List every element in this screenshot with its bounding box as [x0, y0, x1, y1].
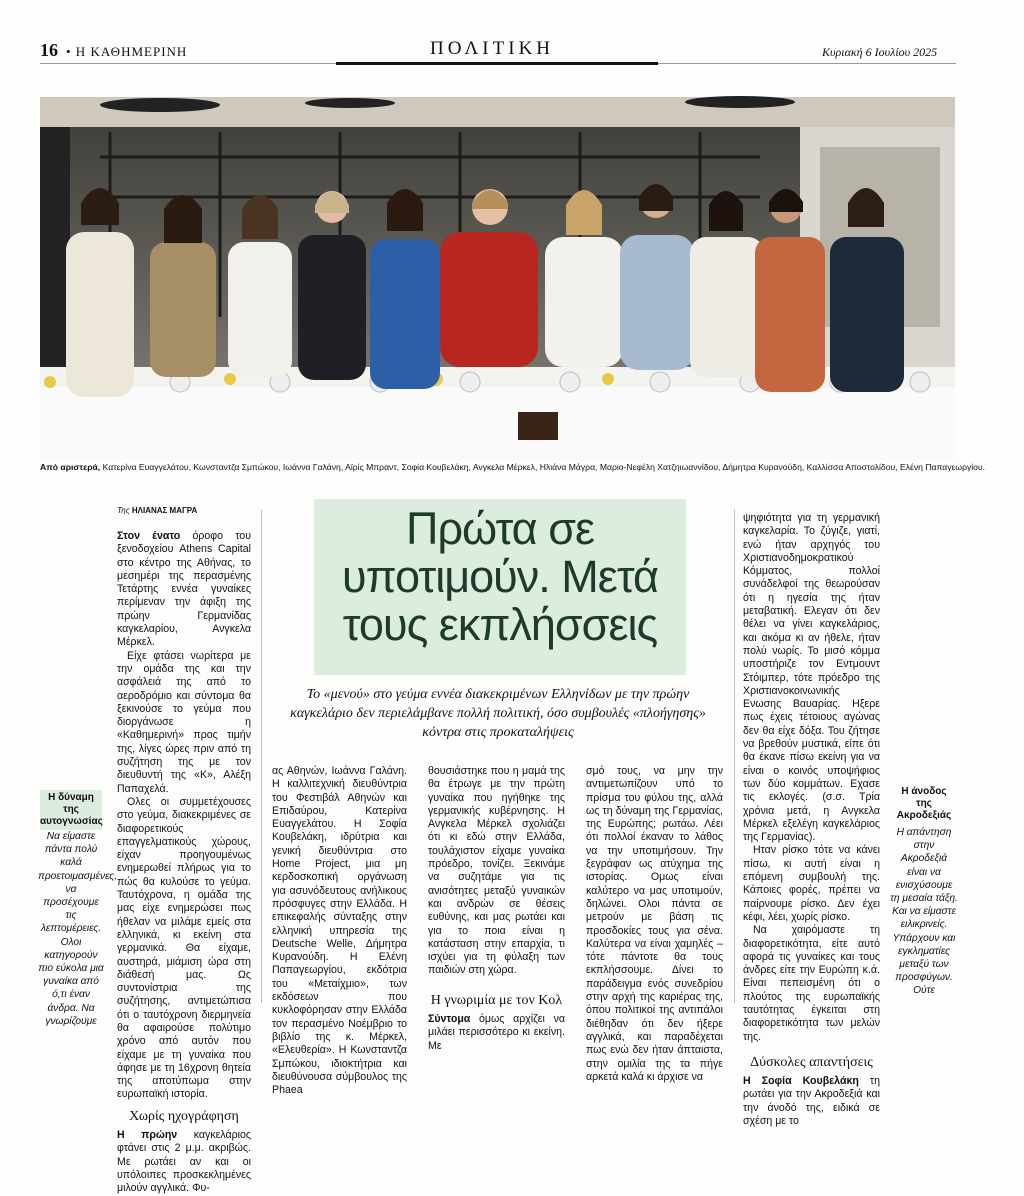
col3-paragraph-2: όμως αρχίζει να μιλάει περισσότερο κι εκείνη. Με — [428, 1013, 565, 1052]
col1-paragraph-4: καγκελάριος φτάνει στις 2 μ.μ. ακριβώς. Με ρωτάει αν και οι υπόλοιπες προσκεκλημένες μιλούν αγγλικά. Φυ- — [117, 1129, 251, 1195]
article-column-1 — [117, 530, 251, 1195]
lead-paragraph: Το «μενού» στο γεύμα εννέα διακεκριμένων Ελληνίδων με την πρώην καγκελάριο δεν περιελάμβανε πολλή πολιτική, όσο συμβουλές «πλοήγησης» κόντρα στις προκαταλήψεις — [290, 687, 706, 740]
col1-p4-dropin: Η πρώην — [117, 1129, 178, 1142]
col1-paragraph-1: όροφο του ξενοδοχείου Athens Capital στο κέντρο της Αθήνας, το μεσημέρι της περασμένης Τετάρτης εννέα γυναίκες περίμεναν την άφιξη της πρώην Γερμανίδας καγκελαρίου, Ανγκελα Μέρκελ. — [117, 530, 251, 649]
column-divider-2 — [734, 510, 735, 1003]
byline — [117, 506, 197, 515]
col5-paragraph-3: Να χαιρόμαστε τη διαφορετικότητα, είτε αυτό αφορά τις γυναίκες και τους άνδρες είτε την Ευρώπη κ.ά. Είναι πεπεισμένη ότι ο πλούτος της ευρωπαϊκής ταυτότητας έγκειται στη διαφορετικότητα των μελών της. — [743, 924, 880, 1043]
col2-text: ας Αθηνών, Ιωάννα Γαλάνη. Η καλλιτεχνική διευθύντρια του Φεστιβάλ Αθηνών και Επιδαύρου, Κατερίνα Ευαγγελάτου. Η Σοφία Κουβελάκη, ιδρύτρια και γενική διευθύντρια στο Home Project, μια μη κερδοσκοπική οργάνωση για ασυνόδευτους ανήλικους πρόσφυγες στην Ελλάδα. Η επικεφαλής σύνταξης στην ελληνική υπηρεσία της Deutsche Welle, Δήμητρα Κυρανούδη. Η Ελένη Παπαγεωργίου, εκδότρια του «Μεταίχμιο», των εκδόσεων που κυκλοφόρησαν στην Ελλάδα τον περασμένο Νοέμβριο το βιβλίο της κ. Μέρκελ, «Ελευθερία». Η Κωνσταντζα Σμπώκου, ιδιοκτήτρια και διευθύνουσα σύμβουλος της Phaea — [272, 765, 407, 1097]
byline-name: ΗΛΙΑΝΑΣ ΜΑΓΡΑ — [131, 506, 198, 515]
caption-lead: Από αριστερά, — [40, 462, 101, 472]
col1-dropin: Στον ένατο — [117, 530, 181, 542]
article-column-5 — [743, 512, 880, 1128]
col3-paragraph-1: θουσιάστηκε που η μαμά της θα έτρωγε με την πρώτη γυναίκα που ηγήθηκε της γερμανικής κυβέρνησης. Η Ανγκελα Μέρκελ σχολιάζει ότι κι εδώ στην Ελλάδα, τουλάχιστον είχαμε γυναίκα πρόεδρο, τονίζει. Ξεκινάμε να συζητάμε για τις ανισότητες μεταξύ γυναικών και ανδρών σε θέσεις ευθύνης, και μας ρωτάει και για το ποια είναι η κατάσταση στην επαρχία, τι ισχύει για τη φύλαξη των παιδιών στη χώρα. — [428, 765, 565, 977]
col3-subhead: Η γνωριμία με τον Κολ — [430, 992, 563, 1008]
newspaper-name: • Η ΚΑΘΗΜΕΡΙΝΗ — [66, 44, 188, 59]
issue-date: Κυριακή 6 Ιουλίου 2025 — [822, 45, 938, 59]
article-column-3 — [428, 765, 565, 1052]
right-box-heading: Η άνοδος της Ακροδεξιάς — [896, 786, 952, 821]
headline: Πρώτα σε υποτιμούν. Μετά τους εκπλήσσεις — [342, 503, 658, 650]
col5-paragraph-2: Ηταν ρίσκο τότε να κάνει πίσω, κι αυτή είναι η επόμενη συμβουλή της. Κάποιες φορές, πρέπει να παίρνουμε ρίσκο. Δεν έχει κέφι, λέει, χωρίς ρίσκο. — [743, 844, 880, 923]
col1-paragraph-2: Είχε φτάσει νωρίτερα με την ομάδα της και την ασφάλειά της από το αεροδρόμιο και σύντομα θα ξεκινούσε το γεύμα που διοργάνωσε η «Καθημερινή» προς τιμήν της, λίγες ώρες πριν από τη συζήτηση της με τον διευθυντή της «Κ», Αλέξη Παπαχελά. — [117, 649, 251, 795]
col5-subhead: Δύσκολες απαντήσεις — [750, 1054, 873, 1070]
column-divider — [261, 510, 262, 1003]
person-figures — [66, 184, 904, 397]
col3-dropin: Σύντομα — [428, 1013, 471, 1026]
col5-paragraph-1: ψηφιότητα για τη γερμανική καγκελαρία. Το ζύγιζε, γιατί, ενώ ήταν αρχηγός του Χριστιανοδημοκρατικού Κόμματος, πολλοί συνάδελφοί της θεωρούσαν ότι η ηγεσία της ήταν μεταβατική. Ελεγαν ότι δεν θέλει να γίνει καγκελάριος, και ακόμα κι αν ήθελε, ήταν πολύ νωρίς. Το μισό κόμμα υποστήριζε τον Εντμουντ Στόιμπερ, τότε πρόεδρο της Χριστιανοκοινωνικής Ενωσης Βαυαρίας. Ηξερε πως έχεις τέτοιους αγώνας δεν θα είχε δόξα. Του ζήτησε να βρεθούν μυστικά, είπε ότι θα έκανε πίσω εκείνη για να είναι ο κοινός υποψήφιος των δύο κομμάτων. Εχασε τις εκλογές. (σ.σ. Τρία χρόνια μετά, η Ανγκελα Μέρκελ εξελέγη καγκελάριος της Γερμανίας). — [743, 512, 880, 844]
left-box-heading: Η δύναμη της αυτογνωσίας — [40, 790, 102, 830]
left-box-text: Να είμαστε πάντα πολύ καλά προετοιμασμένες, να προσέχουμε τις λεπτομέρειες. Ολοι κατηγορούν πιο εύκολα μια γυναίκα από ό,τι έναν άνδρα. Να γνωρίζουμε — [38, 831, 118, 1027]
caption-names: Κατερίνα Ευαγγελάτου, Κωνσταντζα Σμπώκου, Ιωάννα Γαλάνη, Αϊρίς Μπραντ, Σοφία Κουβελάκη, Ανγκελα Μέρκελ, Ηλιάνα Μάγρα, Μαριο-Νεφέλη Χατζηιωαννίδου, Δήμητρα Κυρανούδη, Καλλίσσα Αποστολίδου, Ελένη Παπαγεωργίου. — [102, 462, 986, 472]
right-box-text: Η απάντηση στην Ακροδεξιά είναι να ενισχύσουμε τη μεσαία τάξη. Και να είμαστε ειλικρινείς. Υπάρχουν και εγκληματίες μεταξύ των προσφύγων. Ούτε — [890, 827, 958, 997]
col5-dropin: Η Σοφία Κουβελάκη — [743, 1075, 859, 1088]
group-photo — [40, 97, 955, 460]
section-title: ΠΟΛΙΤΙΚΗ — [430, 38, 555, 59]
col5-paragraph-4: τη ρωτάει για την Ακροδεξιά και την άνοδό της, ειδικά σε σχέση με το — [743, 1075, 880, 1128]
article-column-4 — [586, 765, 723, 1083]
col1-paragraph-3: Ολες οι συμμετέχουσες στο γεύμα, διακεκριμένες σε διαφορετικούς επαγγελματικούς χώρους, είχαν προηγουμένως ενημερωθεί πλήρως για το πώς θα κυλούσε το γεύμα. Ταυτόχρονα, η ομάδα της μας είχε ενημερώσει πως ήθελαν να μιλάμε εμείς στα ελληνικά, κι εκείνη στα γερμανικά. Θα είχαμε, αυστηρά, μιάμιση ώρα στη διάθεσή μας. Ως συντονίστρια της συζήτησης, αντιμετώπισα ότι ο ταυτόχρονη διερμηνεία θα αφαιρούσε πολύτιμο χρόνο από αυτόν που είχαμε με τη γυναίκα που άφησε με τη 16χρονη θητεία της αποτύπωμα στην ευρωπαϊκή ιστορία. — [117, 795, 251, 1101]
col4-text: σμό τους, να μην την αντιμετωπίζουν υπό το πρίσμα του φύλου της, αλλά ως τη δύναμη της Γερμανίας, της Ευρώπης; ρωτάω. Λέει ότι πολλοί έκαναν το λάθος να την υποτιμήσουν. Την ξεγράφαν ως ατύχημα της ιστορίας. Ομως είναι καλύτερο να μας υποτιμούν, δηλώνει. Ολοι πάντα σε μετρούν με βάση τις προσδοκίες τους για σένα. Καλύτερα να είναι χαμηλές – τότε πάντοτε θα τους εκπλήσσουμε. Δίνει το παράδειγμα ενός συνεδρίου στην αρχή της καριέρας της, όπου πολιτικοί της αντιπάλοι διέθηδαν ότι δεν ήξερε αγγλικά, και παραδέχεται πως ενώ δεν ήταν άπταιστα, στην ομιλία της τα πήγε αρκετά καλά κι άρχισε να — [586, 765, 723, 1083]
byline-prefix: Της — [117, 506, 130, 515]
col1-subhead: Χωρίς ηχογράφηση — [129, 1108, 239, 1124]
page-number: 16 — [40, 40, 58, 60]
photo-caption — [40, 462, 986, 472]
article-column-2 — [272, 765, 407, 1097]
section-underline — [336, 62, 658, 65]
